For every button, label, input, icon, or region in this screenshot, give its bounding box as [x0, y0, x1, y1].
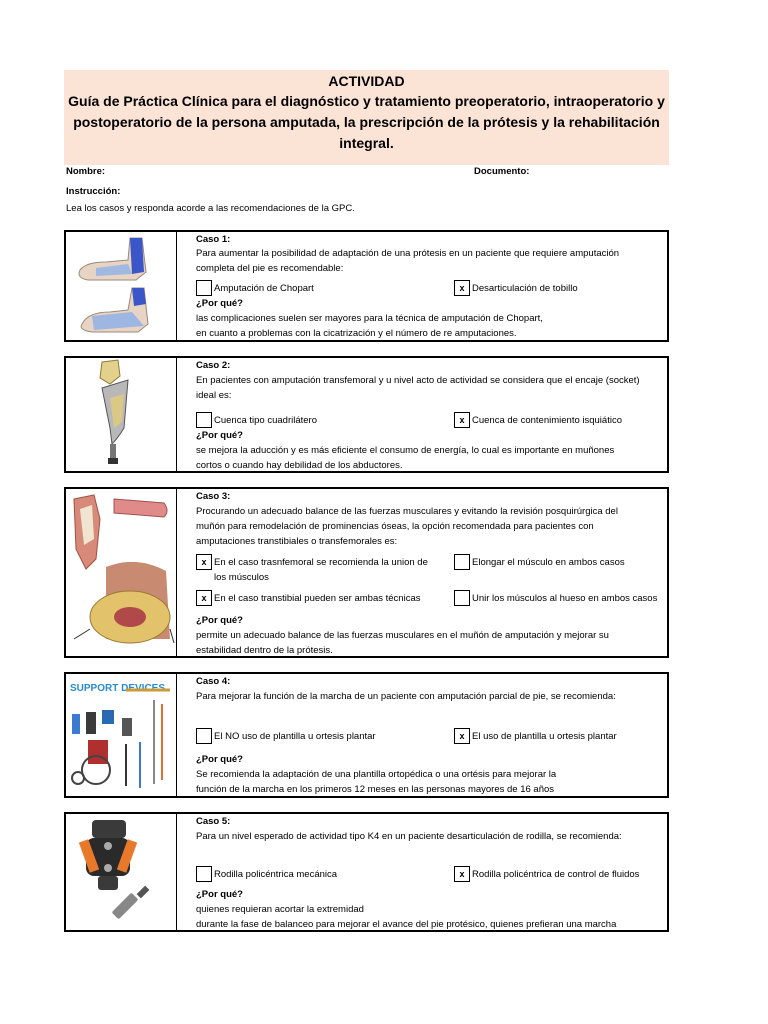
- option-label: Cuenca tipo cuadrilátero: [214, 414, 317, 426]
- case-question-line: Para un nivel esperado de actividad tipo K4 en un paciente desarticulación de rodilla, se recomienda:: [196, 831, 622, 842]
- name-label: Nombre:: [66, 166, 106, 177]
- instruction-label: Instrucción:: [66, 186, 121, 197]
- option-ankle-disarticulation[interactable]: [454, 280, 578, 296]
- case-title: Caso 4:: [196, 676, 231, 687]
- why-label: ¿Por qué?: [196, 889, 243, 900]
- prosthetic-knee-icon: [79, 820, 137, 890]
- option-transtibial-both[interactable]: [196, 590, 420, 606]
- option-muscle-to-bone[interactable]: [454, 590, 657, 606]
- why-label: ¿Por qué?: [196, 615, 243, 626]
- checkbox[interactable]: [196, 866, 212, 882]
- answer-line: cortos o cuando hay debilidad de los abductores.: [196, 460, 403, 471]
- why-label: ¿Por qué?: [196, 754, 243, 765]
- option-ischial-containment[interactable]: [454, 412, 622, 428]
- case-question-line: muñón para remodelación de prominencias óseas, la opción recomendada para pacientes con: [196, 521, 594, 532]
- case-5-content: [196, 814, 665, 930]
- option-label: Desarticulación de tobillo: [472, 282, 578, 294]
- why-label: ¿Por qué?: [196, 298, 243, 309]
- answer-line: se mejora la aducción y es más eficiente el consumo de energía, lo cual es importante en muñones: [196, 445, 615, 456]
- header-banner: [64, 70, 669, 165]
- case-question-line: En pacientes con amputación transfemoral y u nivel acto de actividad se considera que el encaje (socket): [196, 375, 640, 386]
- option-label: En el caso trasnfemoral se recomienda la union de: [214, 556, 428, 568]
- foot-amputation-image: [66, 232, 177, 340]
- option-label: Rodilla policéntrica de control de fluidos: [472, 868, 640, 880]
- foot-upper-icon: [79, 238, 146, 280]
- crutch-icon: [126, 690, 170, 784]
- wheelchair-icon: [72, 740, 110, 784]
- answer-line: Se recomienda la adaptación de una plantilla ortopédica o una ortésis para mejorar la: [196, 769, 557, 780]
- checkbox[interactable]: x: [454, 412, 470, 428]
- case-5: [64, 812, 669, 932]
- option-label: Rodilla policéntrica mecánica: [214, 868, 338, 880]
- answer-line: quienes requieran acortar la extremidad: [196, 904, 364, 915]
- pelvis-bone-icon: [100, 360, 120, 384]
- transfemoral-socket-image: [66, 358, 177, 471]
- instruction-text: Lea los casos y responda acorde a las recomendaciones de la GPC.: [66, 203, 355, 214]
- muscle-myodesis-image: [66, 489, 177, 656]
- checkbox[interactable]: x: [454, 728, 470, 744]
- support-devices-text: SUPPORT DEVICES: [70, 683, 166, 694]
- stump-illustration-icon: [74, 562, 174, 643]
- cane-icon: [126, 742, 140, 788]
- answer-line: permite un adecuado balance de las fuerzas musculares en el muñón de amputación y mejorar su: [196, 630, 609, 641]
- checkbox[interactable]: [454, 554, 470, 570]
- answer-line: en cuanto a problemas con la cicatrización y el número de re amputaciones.: [196, 328, 517, 339]
- option-label: Unir los músculos al hueso en ambos casos: [472, 592, 658, 604]
- muscle-illustration-icon: [74, 495, 167, 569]
- checkbox[interactable]: x: [196, 590, 212, 606]
- case-2-content: [196, 358, 665, 471]
- why-label: ¿Por qué?: [196, 430, 243, 441]
- case-question-line: completa del pie es recomendable:: [196, 263, 344, 274]
- case-title: Caso 1:: [196, 234, 231, 245]
- answer-line: las complicaciones suelen ser mayores para la técnica de amputación de Chopart,: [196, 313, 543, 324]
- brace-icon: [72, 710, 132, 736]
- option-label: En el caso transtibial pueden ser ambas técnicas: [214, 592, 421, 604]
- option-fluid-knee[interactable]: [454, 866, 639, 882]
- case-question-line: Para aumentar la posibilidad de adaptación de una prótesis en un paciente que requiere amputación: [196, 248, 620, 259]
- fluid-cylinder-icon: [112, 886, 150, 920]
- case-2: [64, 356, 669, 473]
- polycentric-knee-image: [66, 814, 177, 930]
- answer-line: función de la marcha en los primeros 12 meses en las personas mayores de 16 años: [196, 784, 555, 795]
- guide-title: Guía de Práctica Clínica para el diagnóstico y tratamiento preoperatorio, intraoperatorio y postoperatorio de la persona amputada, la prescripción de la prótesis y la rehabilitación integral.: [68, 93, 665, 151]
- answer-line: durante la fase de balanceo para mejorar el avance del pie protésico, quienes prefieran una marcha: [196, 919, 617, 930]
- case-1: [64, 230, 669, 342]
- case-title: Caso 5:: [196, 816, 231, 827]
- checkbox[interactable]: x: [454, 280, 470, 296]
- checkbox[interactable]: [196, 412, 212, 428]
- option-chopart[interactable]: [196, 280, 314, 296]
- case-question-line: Procurando un adecuado balance de las fuerzas musculares y evitando la revisión posquirúrgica del: [196, 506, 618, 517]
- option-use-insole[interactable]: [454, 728, 617, 744]
- option-label: El uso de plantilla u ortesis plantar: [472, 730, 617, 742]
- option-label: Elongar el músculo en ambos casos: [472, 556, 625, 568]
- case-3-content: [196, 489, 665, 656]
- checkbox[interactable]: [196, 280, 212, 296]
- case-4: [64, 672, 669, 798]
- document-label: Documento:: [474, 166, 530, 177]
- case-4-content: [196, 674, 665, 796]
- checkbox[interactable]: x: [454, 866, 470, 882]
- support-devices-image: [66, 674, 177, 796]
- checkbox[interactable]: [454, 590, 470, 606]
- option-label: El NO uso de plantilla u ortesis plantar: [214, 730, 376, 742]
- case-question-line: amputaciones transtibiales o transfemorales es:: [196, 536, 398, 547]
- option-transfemoral-union[interactable]: [196, 554, 428, 570]
- option-label-continuation: los músculos: [214, 572, 269, 583]
- pylon-icon: [108, 444, 118, 464]
- option-elongate-muscle[interactable]: [454, 554, 625, 570]
- checkbox[interactable]: [196, 728, 212, 744]
- activity-heading: ACTIVIDAD: [328, 73, 405, 89]
- option-label: Amputación de Chopart: [214, 282, 314, 294]
- socket-icon: [102, 380, 128, 444]
- case-title: Caso 2:: [196, 360, 231, 371]
- case-1-content: [196, 232, 665, 340]
- case-question-line: ideal es:: [196, 390, 232, 401]
- option-no-insole[interactable]: [196, 728, 376, 744]
- option-mechanical-knee[interactable]: [196, 866, 337, 882]
- case-3: [64, 487, 669, 658]
- answer-line: estabilidad dentro de la prótesis.: [196, 645, 333, 656]
- case-title: Caso 3:: [196, 491, 231, 502]
- option-quadrilateral-socket[interactable]: [196, 412, 317, 428]
- foot-lower-icon: [81, 288, 148, 332]
- option-label: Cuenca de contenimiento isquiático: [472, 414, 622, 426]
- case-question-line: Para mejorar la función de la marcha de un paciente con amputación parcial de pie, se recomienda:: [196, 691, 616, 702]
- checkbox[interactable]: x: [196, 554, 212, 570]
